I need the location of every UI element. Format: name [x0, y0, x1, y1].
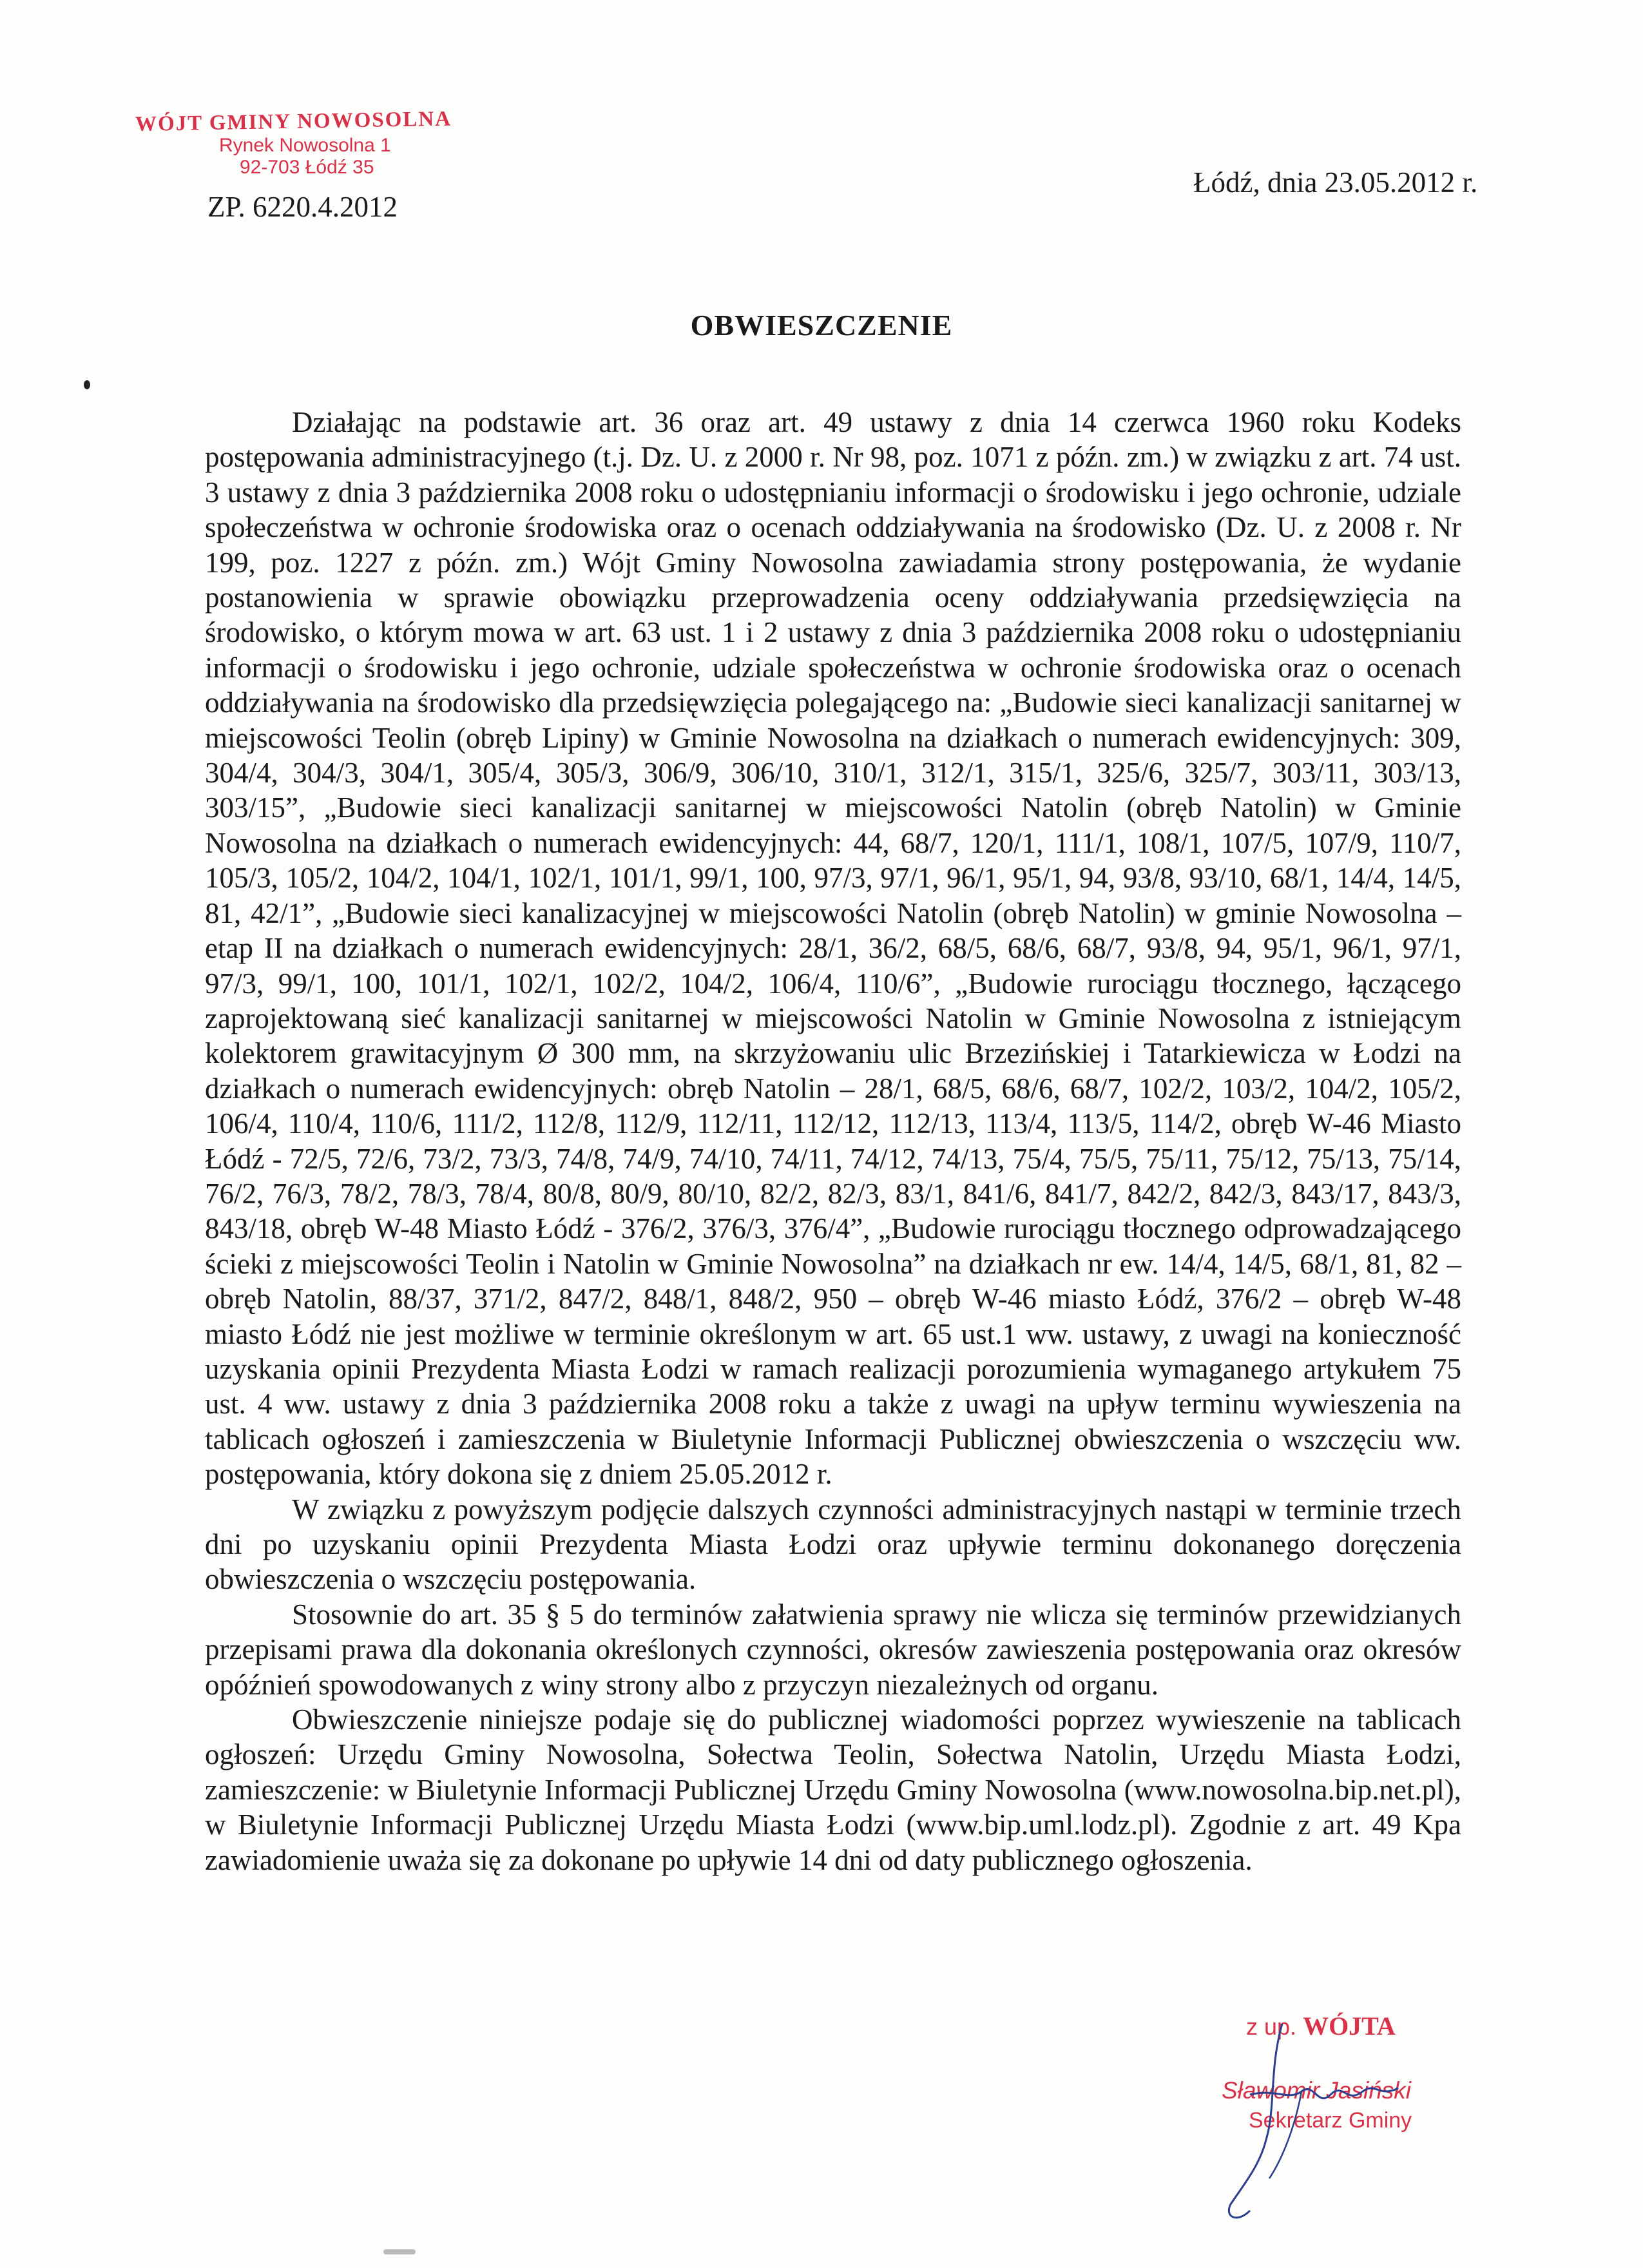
- signatory-role: Sekretarz Gminy: [1249, 2108, 1412, 2133]
- scan-mark: [84, 380, 90, 389]
- paragraph-2: W związku z powyższym podjęcie dalszych czynności administracyjnych nastąpi w terminie trzech dni po uzyskaniu opinii Prezydenta Miasta Łodzi oraz upływie terminu dokonanego doręczenia obwieszczenia o wszczęciu postępowania.: [205, 1493, 1461, 1596]
- paragraph-1: Działając na podstawie art. 36 oraz art. 49 ustawy z dnia 14 czerwca 1960 roku Kodeks postępowania administracyjnego (t.j. Dz. U. z 2000 r. Nr 98, poz. 1071 z późn. zm.) w związku z art. 74 ust. 3 ustawy z dnia 3 października 2008 roku o udostępnianiu informacji o środowisku i jego ochronie, udziale społeczeństwa w ochronie środowiska oraz o ocenach oddziaływania na środowisko (Dz. U. z 2008 r. Nr 199, poz. 1227 z późn. zm.) Wójt Gminy Nowosolna zawiadamia strony postępowania, że wydanie postanowienia w sprawie obowiązku przeprowadzenia oceny oddziaływania przedsięwzięcia na środowisko, o którym mowa w art. 63 ust. 1 i 2 ustawy z dnia 3 października 2008 roku o udostępnianiu informacji o środowisku i jego ochronie, udziale społeczeństwa w ochronie środowiska oraz o ocenach oddziaływania na środowisko dla przedsięwzięcia polegającego na: „Budowie sieci kanalizacji sanitarnej w miejscowości Teolin (obręb Lipiny) w Gminie Nowosolna na działkach o numerach ewidencyjnych: 309, 304/4, 304/3, 304/1, 305/4, 305/3, 306/9, 306/10, 310/1, 312/1, 315/1, 325/6, 325/7, 303/11, 303/13, 303/15”, „Budowie sieci kanalizacji sanitarnej w miejscowości Natolin (obręb Natolin) w Gminie Nowosolna na działkach o numerach ewidencyjnych: 44, 68/7, 120/1, 111/1, 108/1, 107/5, 107/9, 110/7, 105/3, 105/2, 104/2, 104/1, 102/1, 101/1, 99/1, 100, 97/3, 97/1, 96/1, 95/1, 94, 93/8, 93/10, 68/1, 14/4, 14/5, 81, 42/1”, „Budowie sieci kanalizacyjnej w miejscowości Natolin (obręb Natolin) w gminie Nowosolna – etap II na działkach o numerach ewidencyjnych: 28/1, 36/2, 68/5, 68/6, 68/7, 93/8, 94, 95/1, 96/1, 97/1, 97/3, 99/1, 100, 101/1, 102/1, 102/2, 104/2, 106/4, 110/6”, „Budowie rurociągu tłocznego, łączącego zaprojektowaną sieć kanalizacji sanitarnej w miejscowości Natolin w Gminie Nowosolna z istniejącym kolektorem grawitacyjnym Ø 300 mm, na skrzyżowaniu ulic Brzezińskiej i Tatarkiewicza w Łodzi na działkach o numerach ewidencyjnych: obręb Natolin – 28/1, 68/5, 68/6, 68/7, 102/2, 103/2, 104/2, 105/2, 106/4, 110/4, 110/6, 111/2, 112/8, 112/9, 112/11, 112/12, 112/13, 113/4, 113/5, 114/2, obręb W-46 Miasto Łódź - 72/5, 72/6, 73/2, 73/3, 74/8, 74/9, 74/10, 74/11, 74/12, 74/13, 75/4, 75/5, 75/11, 75/12, 75/13, 75/14, 76/2, 76/3, 78/2, 78/3, 78/4, 80/8, 80/9, 80/10, 82/2, 82/3, 83/1, 841/6, 841/7, 842/2, 842/3, 843/17, 843/3, 843/18, obręb W-48 Miasto Łódź - 376/2, 376/3, 376/4”, „Budowie rurociągu tłocznego odprowadzającego ścieki z miejscowości Teolin i Natolin w Gminie Nowosolna” na działkach nr ew. 14/4, 14/5, 68/1, 81, 82 – obręb Natolin, 88/37, 371/2, 847/2, 848/1, 848/2, 950 – obręb W-46 miasto Łódź, 376/2 – obręb W-48 miasto Łódź nie jest możliwe w terminie określonym w art. 65 ust.1 ww. ustawy, z uwagi na konieczność uzyskania opinii Prezydenta Miasta Łodzi w ramach realizacji porozumienia wymaganego artykułem 75 ust. 4 ww. ustawy z dnia 3 października 2008 roku a także z uwagi na upływ terminu wywieszenia na tablicach ogłoszeń i zamieszczenia w Biuletynie Informacji Publicznej obwieszczenia o wszczęciu ww. postępowania, który dokona się z dniem 25.05.2012 r.: [205, 406, 1461, 1491]
- stamp-office-name: WÓJT GMINY NOWOSOLNA: [135, 107, 452, 137]
- document-title: OBWIESZCZENIE: [690, 309, 953, 342]
- signatory-name: Sławomir Jasiński: [1222, 2077, 1412, 2104]
- reference-number: ZP. 6220.4.2012: [207, 191, 398, 223]
- signature-stamp-prefix: z up.: [1246, 2013, 1297, 2040]
- stamp-address-street: Rynek Nowosolna 1: [219, 135, 391, 156]
- document-date: Łódź, dnia 23.05.2012 r.: [1193, 166, 1478, 199]
- handwritten-signature: [1205, 2017, 1450, 2236]
- signature-stamp-office: WÓJTA: [1303, 2011, 1396, 2040]
- scan-smudge: [383, 2249, 416, 2254]
- paragraph-3: Stosownie do art. 35 § 5 do terminów załatwienia sprawy nie wlicza się terminów przewidzianych przepisami prawa dla dokonania określonych czynności, okresów zawieszenia postępowania oraz okresów opóźnień spowodowanych z winy strony albo z przyczyn niezależnych od organu.: [205, 1598, 1461, 1701]
- stamp-address-postcode: 92-703 Łódź 35: [240, 157, 374, 178]
- official-stamp: [135, 107, 509, 179]
- paragraph-4: Obwieszczenie niniejsze podaje się do publicznej wiadomości poprzez wywieszenie na tablicach ogłoszeń: Urzędu Gminy Nowosolna, Sołectwa Teolin, Sołectwa Natolin, Urzędu Miasta Łodzi, zamieszczenie: w Biuletynie Informacji Publicznej Urzędu Gminy Nowosolna (www.nowosolna.bip.net.pl), w Biuletynie Informacji Publicznej Urzędu Miasta Łodzi (www.bip.uml.lodz.pl). Zgodnie z art. 49 Kpa zawiadomienie uważa się za dokonane po upływie 14 dni od daty publicznego ogłoszenia.: [205, 1703, 1461, 1876]
- document-body: [205, 405, 1461, 1877]
